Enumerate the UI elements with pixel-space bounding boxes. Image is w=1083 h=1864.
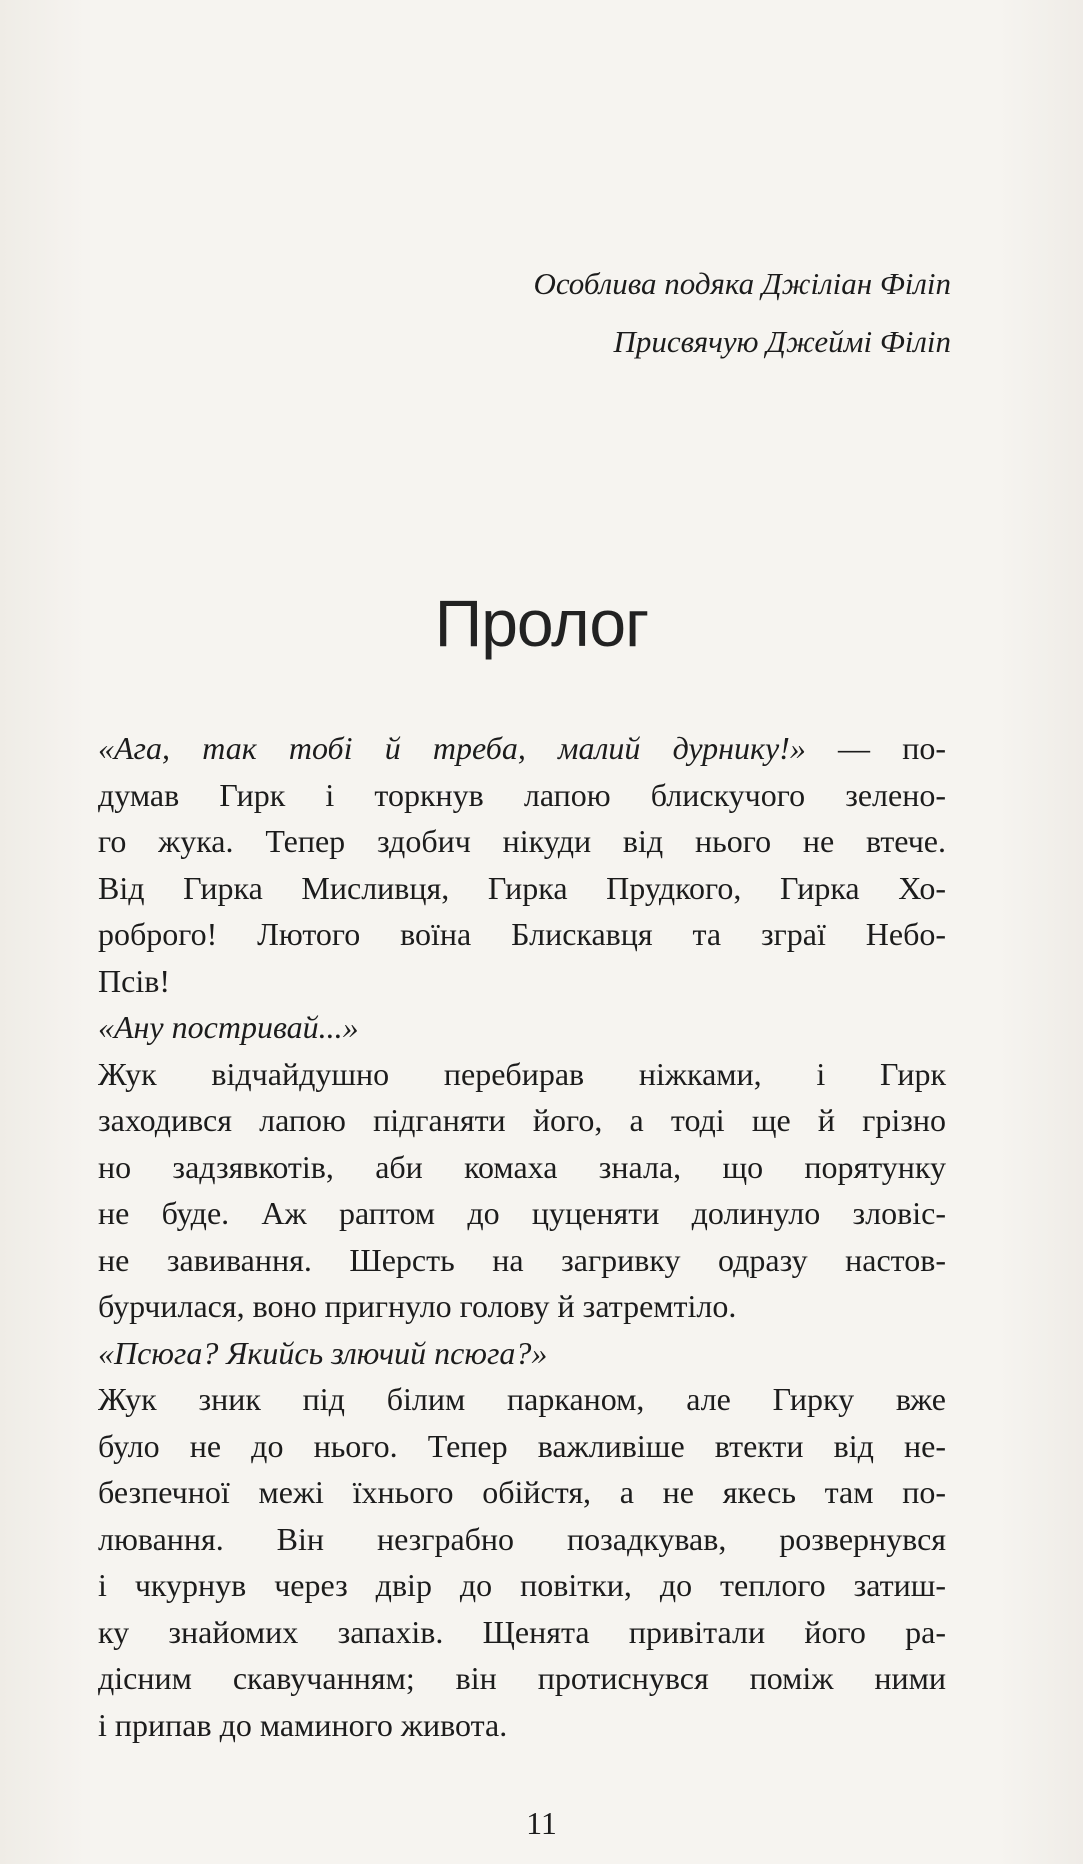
- thought-italic: «Ага, так тобі й треба, малий дурнику!»: [98, 730, 806, 766]
- text-line: [98, 1469, 946, 1516]
- line-text: бурчилася, воно пригнуло голову й затремтіло.: [98, 1288, 737, 1324]
- text-line: [98, 1097, 946, 1144]
- text-line: [98, 1702, 946, 1749]
- text-line: [98, 1004, 946, 1051]
- line-text: ку знайомих запахів. Щенята привітали його ра-: [98, 1613, 946, 1650]
- line-text: не буде. Аж раптом до цуценяти долинуло зловіс-: [98, 1195, 946, 1231]
- line-text: і чкурнув через двір до повітки, до теплого затиш-: [98, 1567, 946, 1603]
- line-text: Псів!: [98, 962, 170, 999]
- line-text: Від Гирка Мисливця, Гирка Прудкого, Гирка Хо-: [98, 869, 946, 906]
- text-line: [98, 1516, 946, 1563]
- thought-italic: «Псюга? Якийсь злючий псюга?»: [98, 1334, 548, 1371]
- text-line: [98, 1562, 946, 1609]
- text-line: [98, 1423, 946, 1470]
- line-text: Жук зник під білим парканом, але Гирку вже: [98, 1381, 946, 1417]
- line-text: і припав до маминого живота.: [98, 1706, 508, 1743]
- text-line: [98, 865, 946, 912]
- line-text: Жук відчайдушно перебирав ніжками, і Гирк: [98, 1055, 946, 1092]
- line-text: було не до нього. Тепер важливіше втекти від не-: [98, 1427, 946, 1464]
- text-line: [98, 1237, 946, 1284]
- line-text: не завивання. Шерсть на загривку одразу настов-: [98, 1241, 946, 1278]
- line-text: думав Гирк і торкнув лапою блискучого зелено-: [98, 776, 946, 813]
- line-text: безпечної межі їхнього обійстя, а не якесь там по-: [98, 1474, 946, 1510]
- text-line: [98, 1144, 946, 1191]
- text-line: [98, 1330, 946, 1377]
- text-line: [98, 1376, 946, 1423]
- line-text: заходився лапою підганяти його, а тоді ще й грізно: [98, 1102, 946, 1138]
- text-line: [98, 1283, 946, 1330]
- text-line: [98, 1609, 946, 1656]
- text-line: [98, 725, 946, 772]
- dedication-devotion: Присвячую Джеймі Філіп: [613, 324, 951, 359]
- prologue-text: [98, 725, 946, 1748]
- dedication: [533, 255, 951, 371]
- line-text: но задзявкотів, аби комаха знала, що порятунку: [98, 1148, 946, 1185]
- line-text: го жука. Тепер здобич нікуди від нього не втече.: [98, 823, 946, 859]
- text-line: [98, 1051, 946, 1098]
- page-number: 11: [526, 1805, 557, 1841]
- text-line: [98, 958, 946, 1005]
- text-line: [98, 772, 946, 819]
- thought-italic: «Ану постривай...»: [98, 1009, 359, 1045]
- line-text: роброго! Лютого воїна Блискавця та зграї Небо-: [98, 916, 946, 952]
- text-line: [98, 818, 946, 865]
- text-line: [98, 1655, 946, 1702]
- line-text: — по-: [805, 730, 946, 766]
- dedication-thanks: Особлива подяка Джіліан Філіп: [533, 266, 951, 301]
- line-text: лювання. Він незграбно позадкував, розвернувся: [98, 1520, 946, 1557]
- text-line: [98, 1190, 946, 1237]
- line-text: дісним скавучанням; він протиснувся поміж ними: [98, 1660, 946, 1696]
- text-line: [98, 911, 946, 958]
- chapter-title: Пролог: [434, 586, 649, 660]
